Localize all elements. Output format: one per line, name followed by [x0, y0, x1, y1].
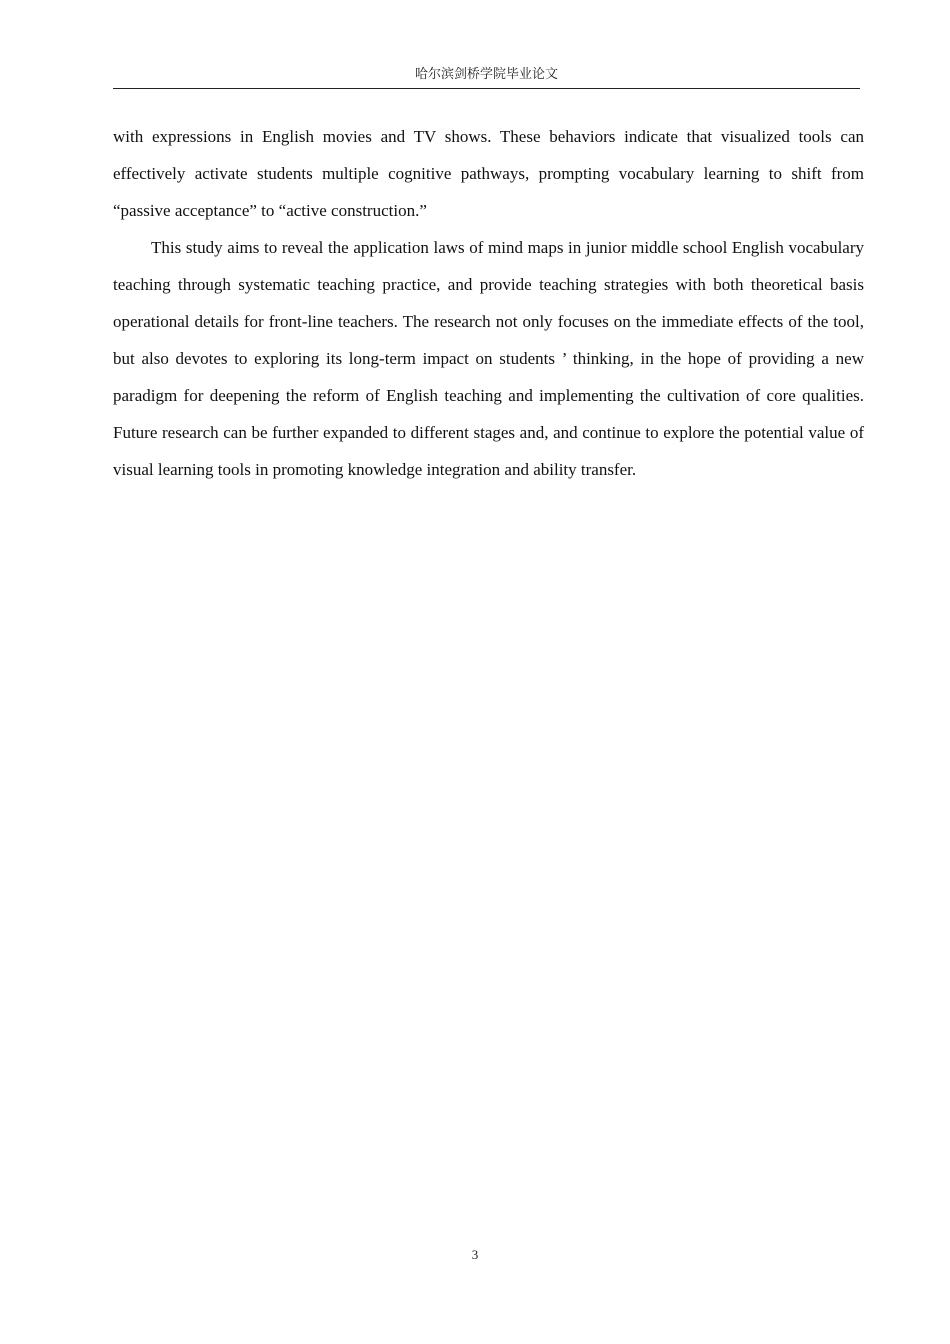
paragraph-study-aims: This study aims to reveal the application laws of mind maps in junior middle school English vocabulary teaching through systematic teaching practice, and provide teaching strategies with both theoretical basis operational details for front-line teachers. The research not only focuses on the immediate effects of the tool, but also devotes to exploring its long-term impact on students ’ thinking, in the hope of providing a new paradigm for deepening the reform of English teaching and implementing the cultivation of core qualities. Future research can be further expanded to different stages and, and continue to explore the potential value of visual learning tools in promoting knowledge integration and ability transfer. [113, 238, 864, 479]
page-header [113, 66, 860, 89]
page-number: 3 [471, 1247, 479, 1262]
body-text [113, 118, 864, 488]
paragraph-continued: with expressions in English movies and TV shows. These behaviors indicate that visualized tools can effectively activate students multiple cognitive pathways, prompting vocabulary learning to shift from “passive acceptance” to “active construction.” [113, 127, 864, 220]
header-title: 哈尔滨剑桥学院毕业论文 [414, 67, 558, 82]
